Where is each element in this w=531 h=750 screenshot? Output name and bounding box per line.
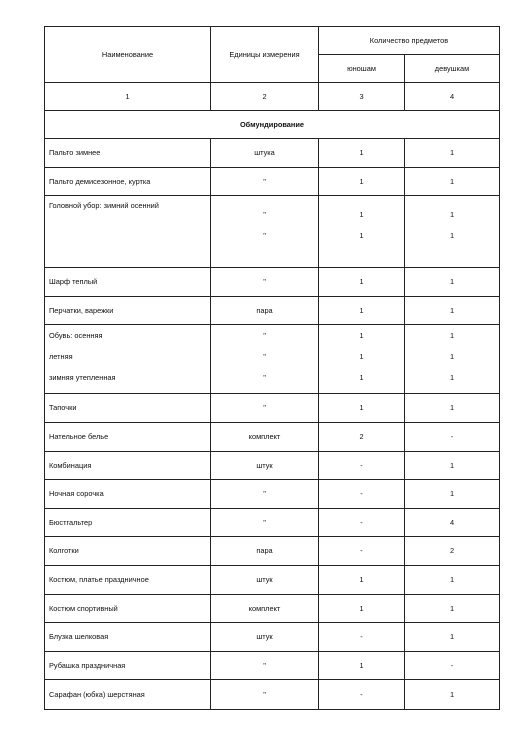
table-row (45, 394, 500, 423)
item-girls: 1 (405, 452, 500, 480)
item-girls: 2 (405, 537, 500, 566)
item-name: Тапочки (45, 394, 211, 423)
item-boys: - (319, 680, 405, 710)
item-boys: 1 (319, 268, 405, 297)
item-boys: 1 (319, 394, 405, 423)
item-girls-line: 1 (449, 373, 455, 382)
item-girls: 1 (405, 623, 500, 652)
item-name: Комбинация (45, 452, 211, 480)
item-boys: 1 (319, 595, 405, 623)
item-girls-line: 1 (449, 352, 455, 361)
item-name: Шарф теплый (45, 268, 211, 297)
item-girls: 1 (405, 394, 500, 423)
item-unit-line: " (263, 373, 266, 382)
item-unit: комплект (211, 595, 319, 623)
item-boys: 1 (319, 297, 405, 325)
item-name: Костюм, платье праздничное (45, 566, 211, 595)
column-number: 2 (211, 83, 319, 111)
table-row (45, 623, 500, 652)
table-row (45, 566, 500, 595)
item-unit (211, 196, 319, 268)
item-unit: " (211, 168, 319, 196)
item-girls: 1 (405, 566, 500, 595)
item-unit-line: " (263, 210, 266, 219)
item-unit-line: " (263, 352, 266, 361)
item-girls: 1 (405, 595, 500, 623)
item-unit: " (211, 480, 319, 509)
item-unit-line: " (263, 231, 266, 240)
item-boys: 2 (319, 423, 405, 452)
item-name: Пальто зимнее (45, 139, 211, 168)
header-quantity: Количество предметов (319, 27, 500, 55)
item-unit: комплект (211, 423, 319, 452)
table-row (45, 325, 500, 394)
table-row (45, 168, 500, 196)
item-unit: " (211, 680, 319, 710)
item-name: Пальто демисезонное, куртка (45, 168, 211, 196)
item-girls: 1 (405, 139, 500, 168)
header-boys: юношам (319, 55, 405, 83)
item-boys: 1 (319, 168, 405, 196)
item-boys: - (319, 480, 405, 509)
item-boys-line: 1 (359, 331, 364, 340)
item-boys: 1 (319, 139, 405, 168)
item-girls: 4 (405, 509, 500, 537)
table-row (45, 652, 500, 680)
item-unit: " (211, 394, 319, 423)
item-girls (405, 196, 500, 268)
item-unit: " (211, 652, 319, 680)
item-unit: пара (211, 297, 319, 325)
item-girls: 1 (405, 680, 500, 710)
item-girls-line: 1 (449, 210, 455, 219)
item-unit (211, 325, 319, 394)
item-unit: штук (211, 566, 319, 595)
item-name: Нательное белье (45, 423, 211, 452)
item-girls: 1 (405, 297, 500, 325)
item-boys-line: 1 (359, 352, 364, 361)
item-name: Ночная сорочка (45, 480, 211, 509)
table-row (45, 268, 500, 297)
column-number: 1 (45, 83, 211, 111)
table-row (45, 680, 500, 710)
item-name-line: летняя (49, 352, 73, 361)
table-row (45, 297, 500, 325)
item-boys (319, 196, 405, 268)
item-boys-line: 1 (359, 231, 364, 240)
item-name-line: зимняя утепленная (49, 373, 116, 382)
item-boys: - (319, 452, 405, 480)
header-unit: Единицы измерения (211, 27, 319, 83)
header-girls: девушкам (405, 55, 500, 83)
item-girls: 1 (405, 168, 500, 196)
item-girls: 1 (405, 480, 500, 509)
table-row (45, 595, 500, 623)
item-girls: 1 (405, 268, 500, 297)
item-boys: 1 (319, 652, 405, 680)
item-boys: - (319, 509, 405, 537)
item-boys: - (319, 623, 405, 652)
item-unit: штука (211, 139, 319, 168)
item-name: Бюстгальтер (45, 509, 211, 537)
table-row (45, 423, 500, 452)
table-row (45, 196, 500, 268)
item-boys-line: 1 (359, 373, 364, 382)
section-title: Обмундирование (45, 111, 500, 139)
item-unit: " (211, 268, 319, 297)
item-name: Перчатки, варежки (45, 297, 211, 325)
item-girls: - (405, 652, 500, 680)
item-girls-line: 1 (449, 231, 455, 240)
table-row (45, 139, 500, 168)
item-boys: - (319, 537, 405, 566)
header-name: Наименование (45, 27, 211, 83)
item-name: Колготки (45, 537, 211, 566)
item-boys-line: 1 (359, 210, 364, 219)
item-unit: пара (211, 537, 319, 566)
supply-table (44, 26, 500, 710)
item-unit: " (211, 509, 319, 537)
item-boys: 1 (319, 566, 405, 595)
item-name: Головной убор: зимний осенний (45, 196, 211, 268)
table-row (45, 537, 500, 566)
table-row (45, 452, 500, 480)
item-unit: штук (211, 623, 319, 652)
column-number: 4 (405, 83, 500, 111)
table-row (45, 480, 500, 509)
item-girls: - (405, 423, 500, 452)
item-name: Костюм спортивный (45, 595, 211, 623)
item-girls (405, 325, 500, 394)
item-girls-line: 1 (449, 331, 455, 340)
item-unit: штук (211, 452, 319, 480)
item-unit-line: " (263, 331, 266, 340)
table-row (45, 509, 500, 537)
item-boys (319, 325, 405, 394)
item-name: Сарафан (юбка) шерстяная (45, 680, 211, 710)
item-name: Рубашка праздничная (45, 652, 211, 680)
column-number: 3 (319, 83, 405, 111)
item-name-line: Обувь: осенняя (49, 331, 103, 340)
item-name: Блузка шелковая (45, 623, 211, 652)
item-name (45, 325, 211, 394)
